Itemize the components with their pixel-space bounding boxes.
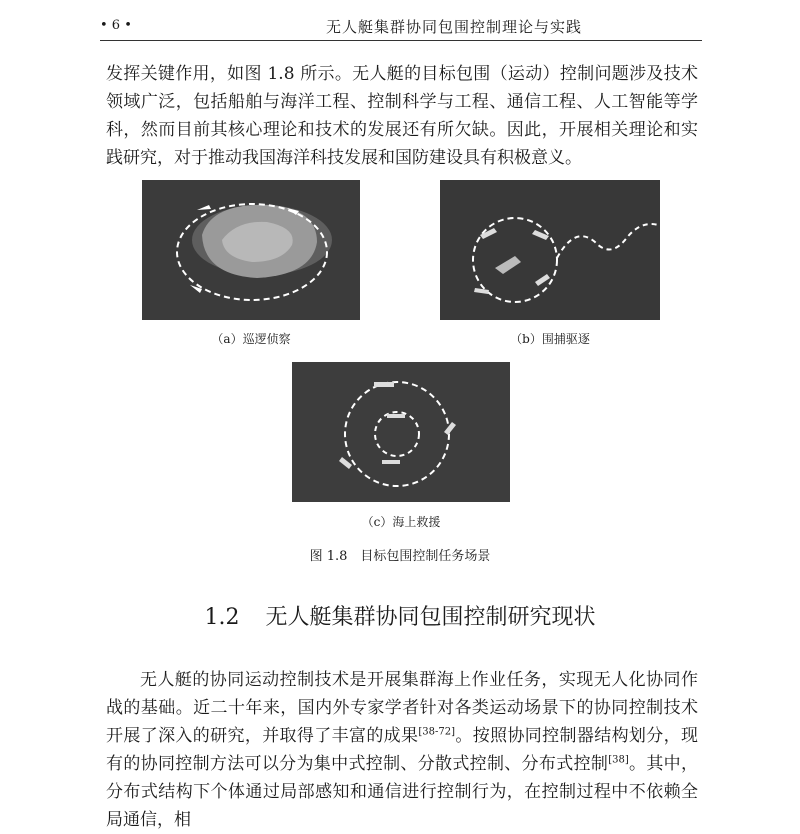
figure-caption: 图 1.8 目标包围控制任务场景 xyxy=(309,549,491,564)
figure-b-caption: （b）围捕驱逐 xyxy=(510,332,590,346)
figure-c-photo xyxy=(292,362,510,502)
body-paragraph xyxy=(106,666,698,834)
section-number: 1.2 xyxy=(204,605,240,630)
citation-ref-1: [38-72] xyxy=(418,726,456,738)
paragraph-text-1: 无人艇的协同运动控制技术是开展集群海上作业任务，实现无人化协同作战的基础。近二十年来，国内外专家学者针对各类运动场景下的协同控制技术开展了深入的研究，并取得了丰富的成果 xyxy=(106,670,698,746)
figure-b-photo xyxy=(440,180,660,320)
page-number: • 6 • xyxy=(100,18,132,33)
citation-ref-2: [38] xyxy=(608,754,629,766)
paragraph-text-3: 。其中，分布式结构下个体通过局部感知和通信进行控制行为，在控制过程中不依赖全局通信，相 xyxy=(106,754,699,830)
intro-paragraph: 发挥关键作用，如图 1.8 所示。无人艇的目标包围（运动）控制问题涉及技术领域广泛，包括船舶与海洋工程、控制科学与工程、通信工程、人工智能等学科，然而目前其核心理论和技术的发展还有所欠缺。因此，开展相关理论和实践研究，对于推动我国海洋科技发展和国防建设具有积极意义。 xyxy=(106,64,698,168)
section-title: 无人艇集群协同包围控制研究现状 xyxy=(265,605,596,630)
paragraph-text-2: 。按照协同控制器结构划分，现有的协同控制方法可以分为集中式控制、分散式控制、分布式控制 xyxy=(106,726,699,774)
figure-c-caption: （c）海上救援 xyxy=(361,515,441,529)
figure-a-photo xyxy=(142,180,360,320)
figure-a-caption: （a）巡逻侦察 xyxy=(211,332,291,346)
running-title: 无人艇集群协同包围控制理论与实践 xyxy=(325,18,582,36)
page-header xyxy=(100,8,702,41)
section-heading xyxy=(0,600,800,631)
